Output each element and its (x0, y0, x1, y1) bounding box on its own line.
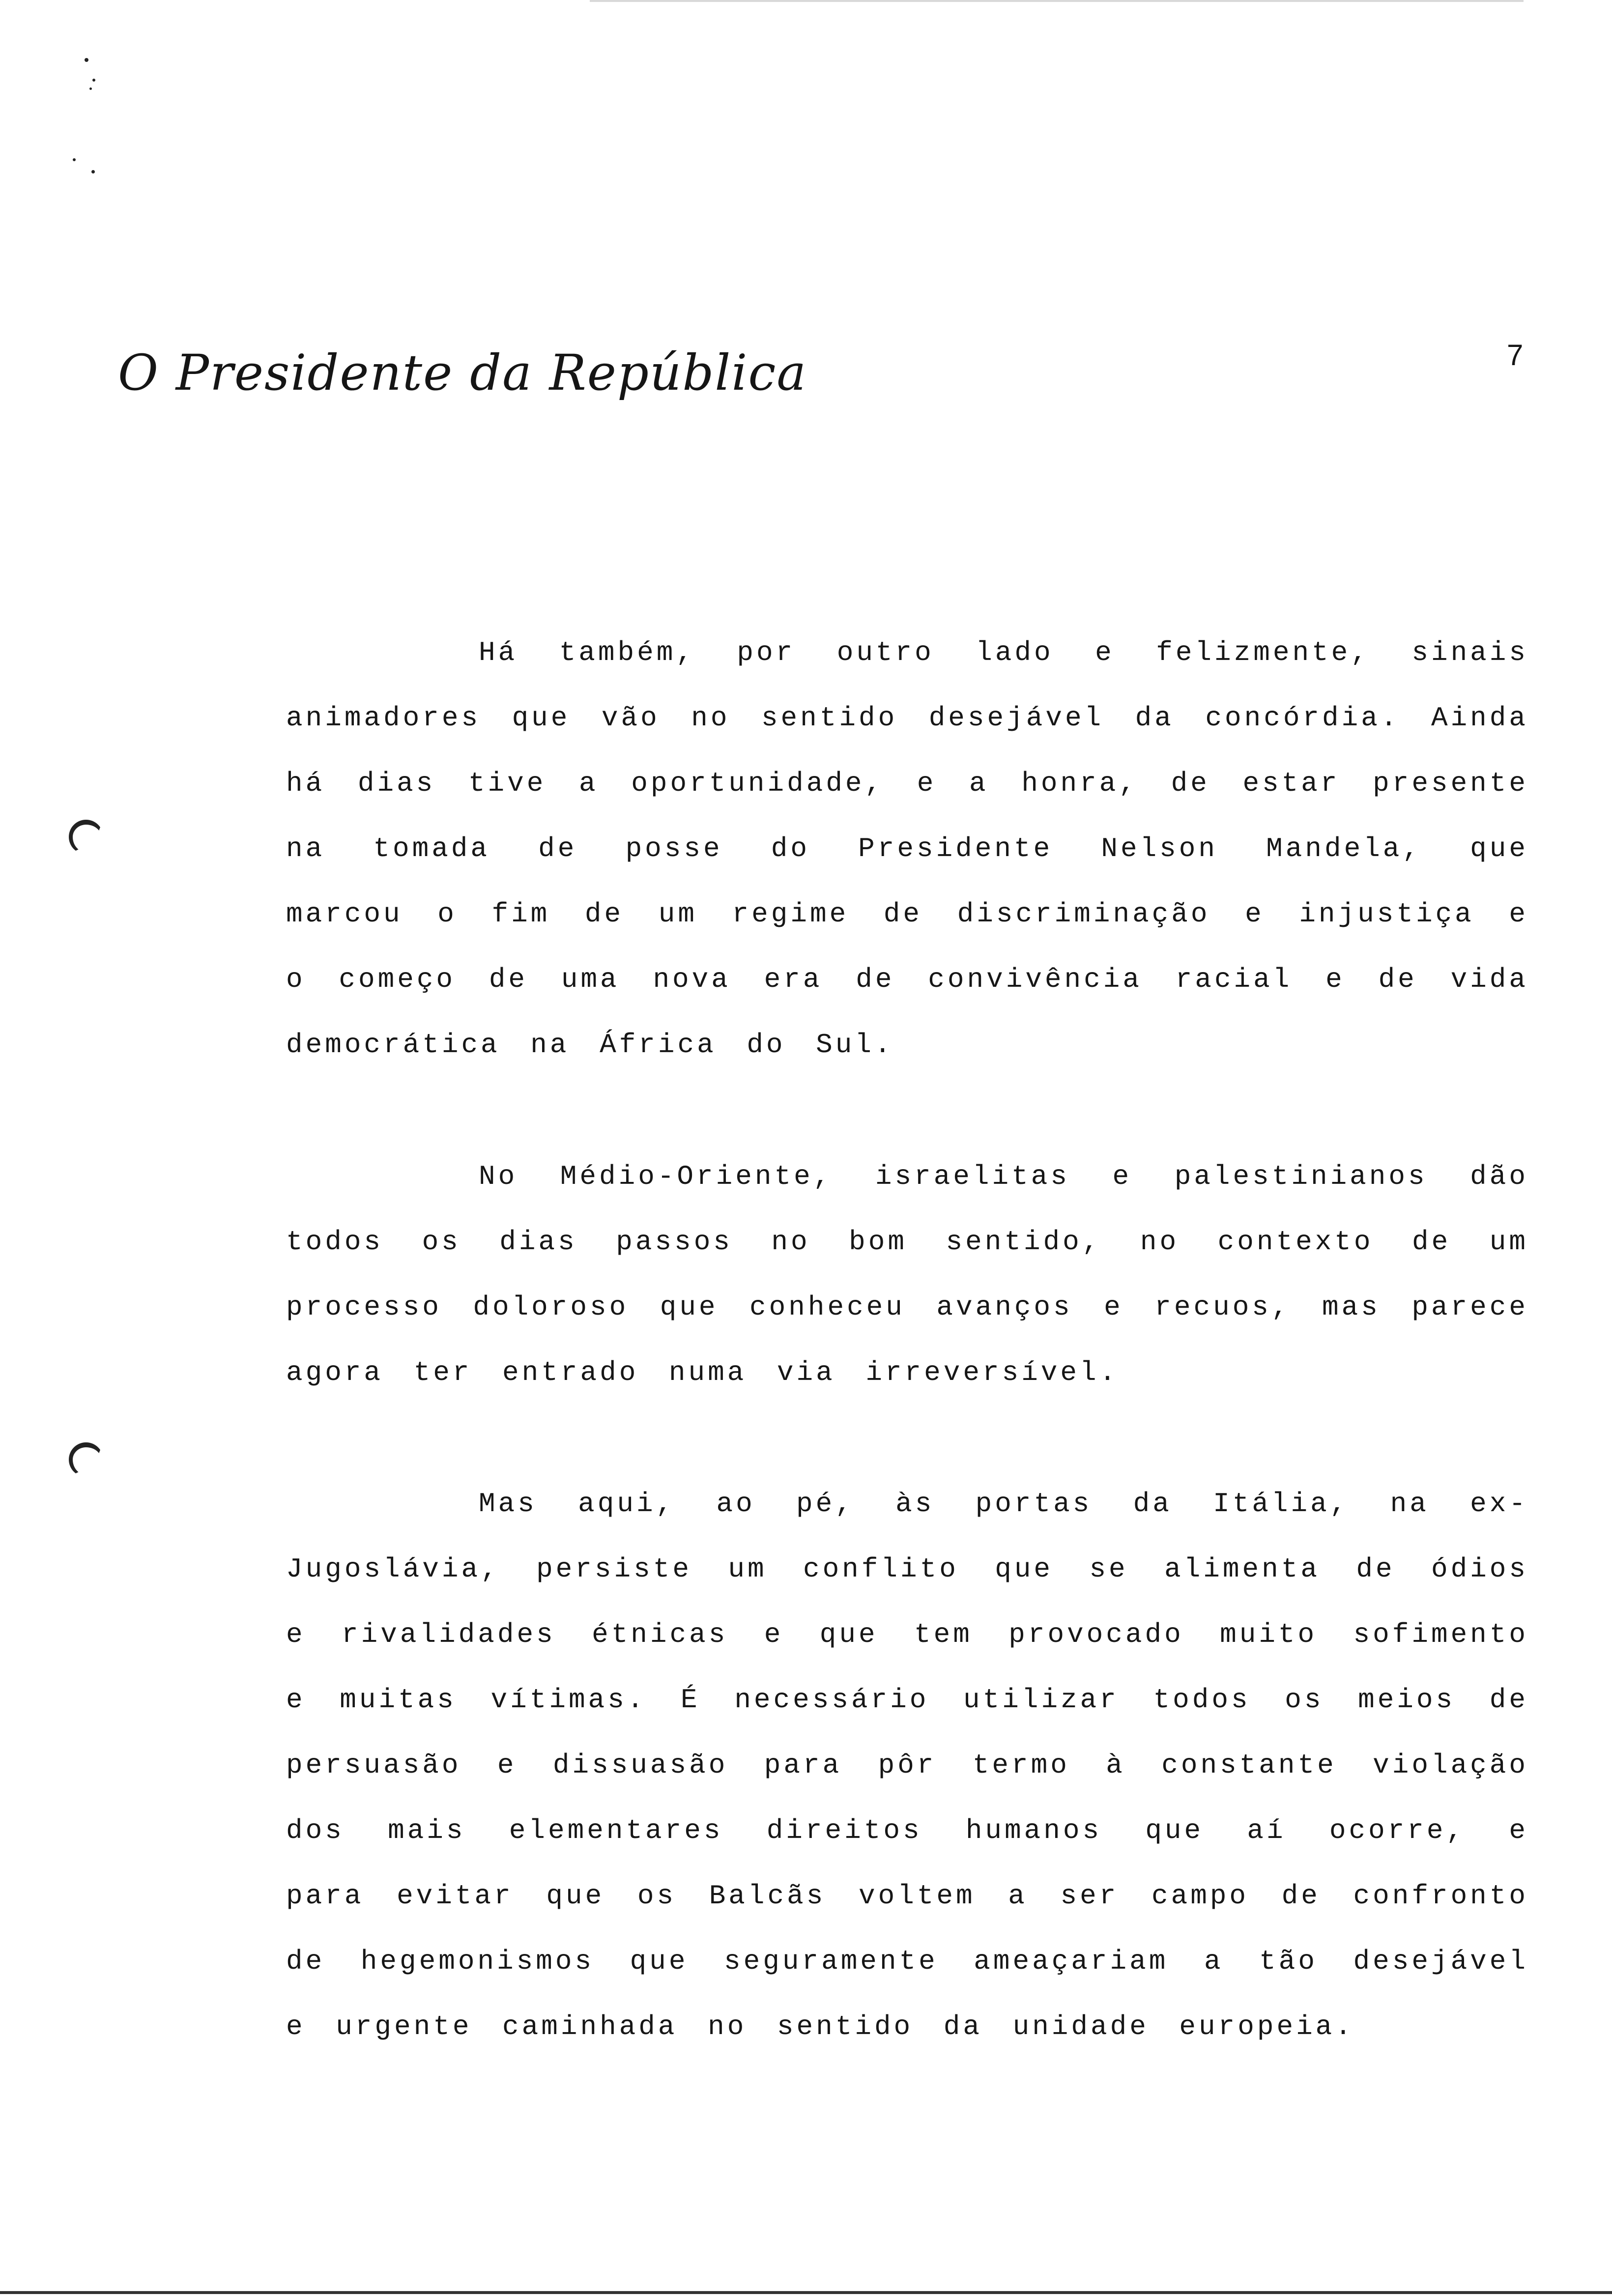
punch-hole-mark (69, 1442, 103, 1477)
paragraph (286, 1471, 1528, 2060)
letterhead-title: O Presidente da República (118, 344, 807, 402)
page-number: 7 (1507, 339, 1524, 372)
scan-speck (73, 158, 76, 161)
scan-edge-noise (590, 0, 1524, 2)
paragraph-text: No Médio-Oriente, israelitas e palestinianos dão todos os dias passos no bom sentido, no contexto de um processo doloroso que conheceu avanços e recuos, mas parece agora ter entrado numa via irreversível. (286, 1161, 1528, 1388)
scan-bottom-edge (0, 2291, 1612, 2294)
paragraph (286, 1144, 1528, 1406)
punch-hole-mark (69, 820, 103, 854)
scan-speck (89, 87, 92, 90)
paragraph-text: Mas aqui, ao pé, às portas da Itália, na ex-Jugoslávia, persiste um conflito que se alimenta de ódios e rivalidades étnicas e que tem provocado muito sofimento e muitas vítimas. É necessário utilizar todos os meios de persuasão e dissuasão para pôr termo à constante violação dos mais elementares direitos humanos que aí ocorre, e para evitar que os Balcãs voltem a ser campo de confronto de hegemonismos que seguramente ameaçariam a tão desejável e urgente caminhada no sentido da unidade europeia. (286, 1488, 1528, 2042)
scan-speck (92, 79, 95, 82)
scan-speck (85, 58, 88, 62)
paragraph-text: Há também, por outro lado e felizmente, sinais animadores que vão no sentido desejável da concórdia. Ainda há dias tive a oportunidade, e a honra, de estar presente na tomada de posse do Presidente Nelson Mandela, que marcou o fim de um regime de discriminação e injustiça e o começo de uma nova era de convivência racial e de vida democrática na África do Sul. (286, 637, 1528, 1061)
scan-speck (91, 170, 95, 173)
paragraph (286, 620, 1528, 1078)
